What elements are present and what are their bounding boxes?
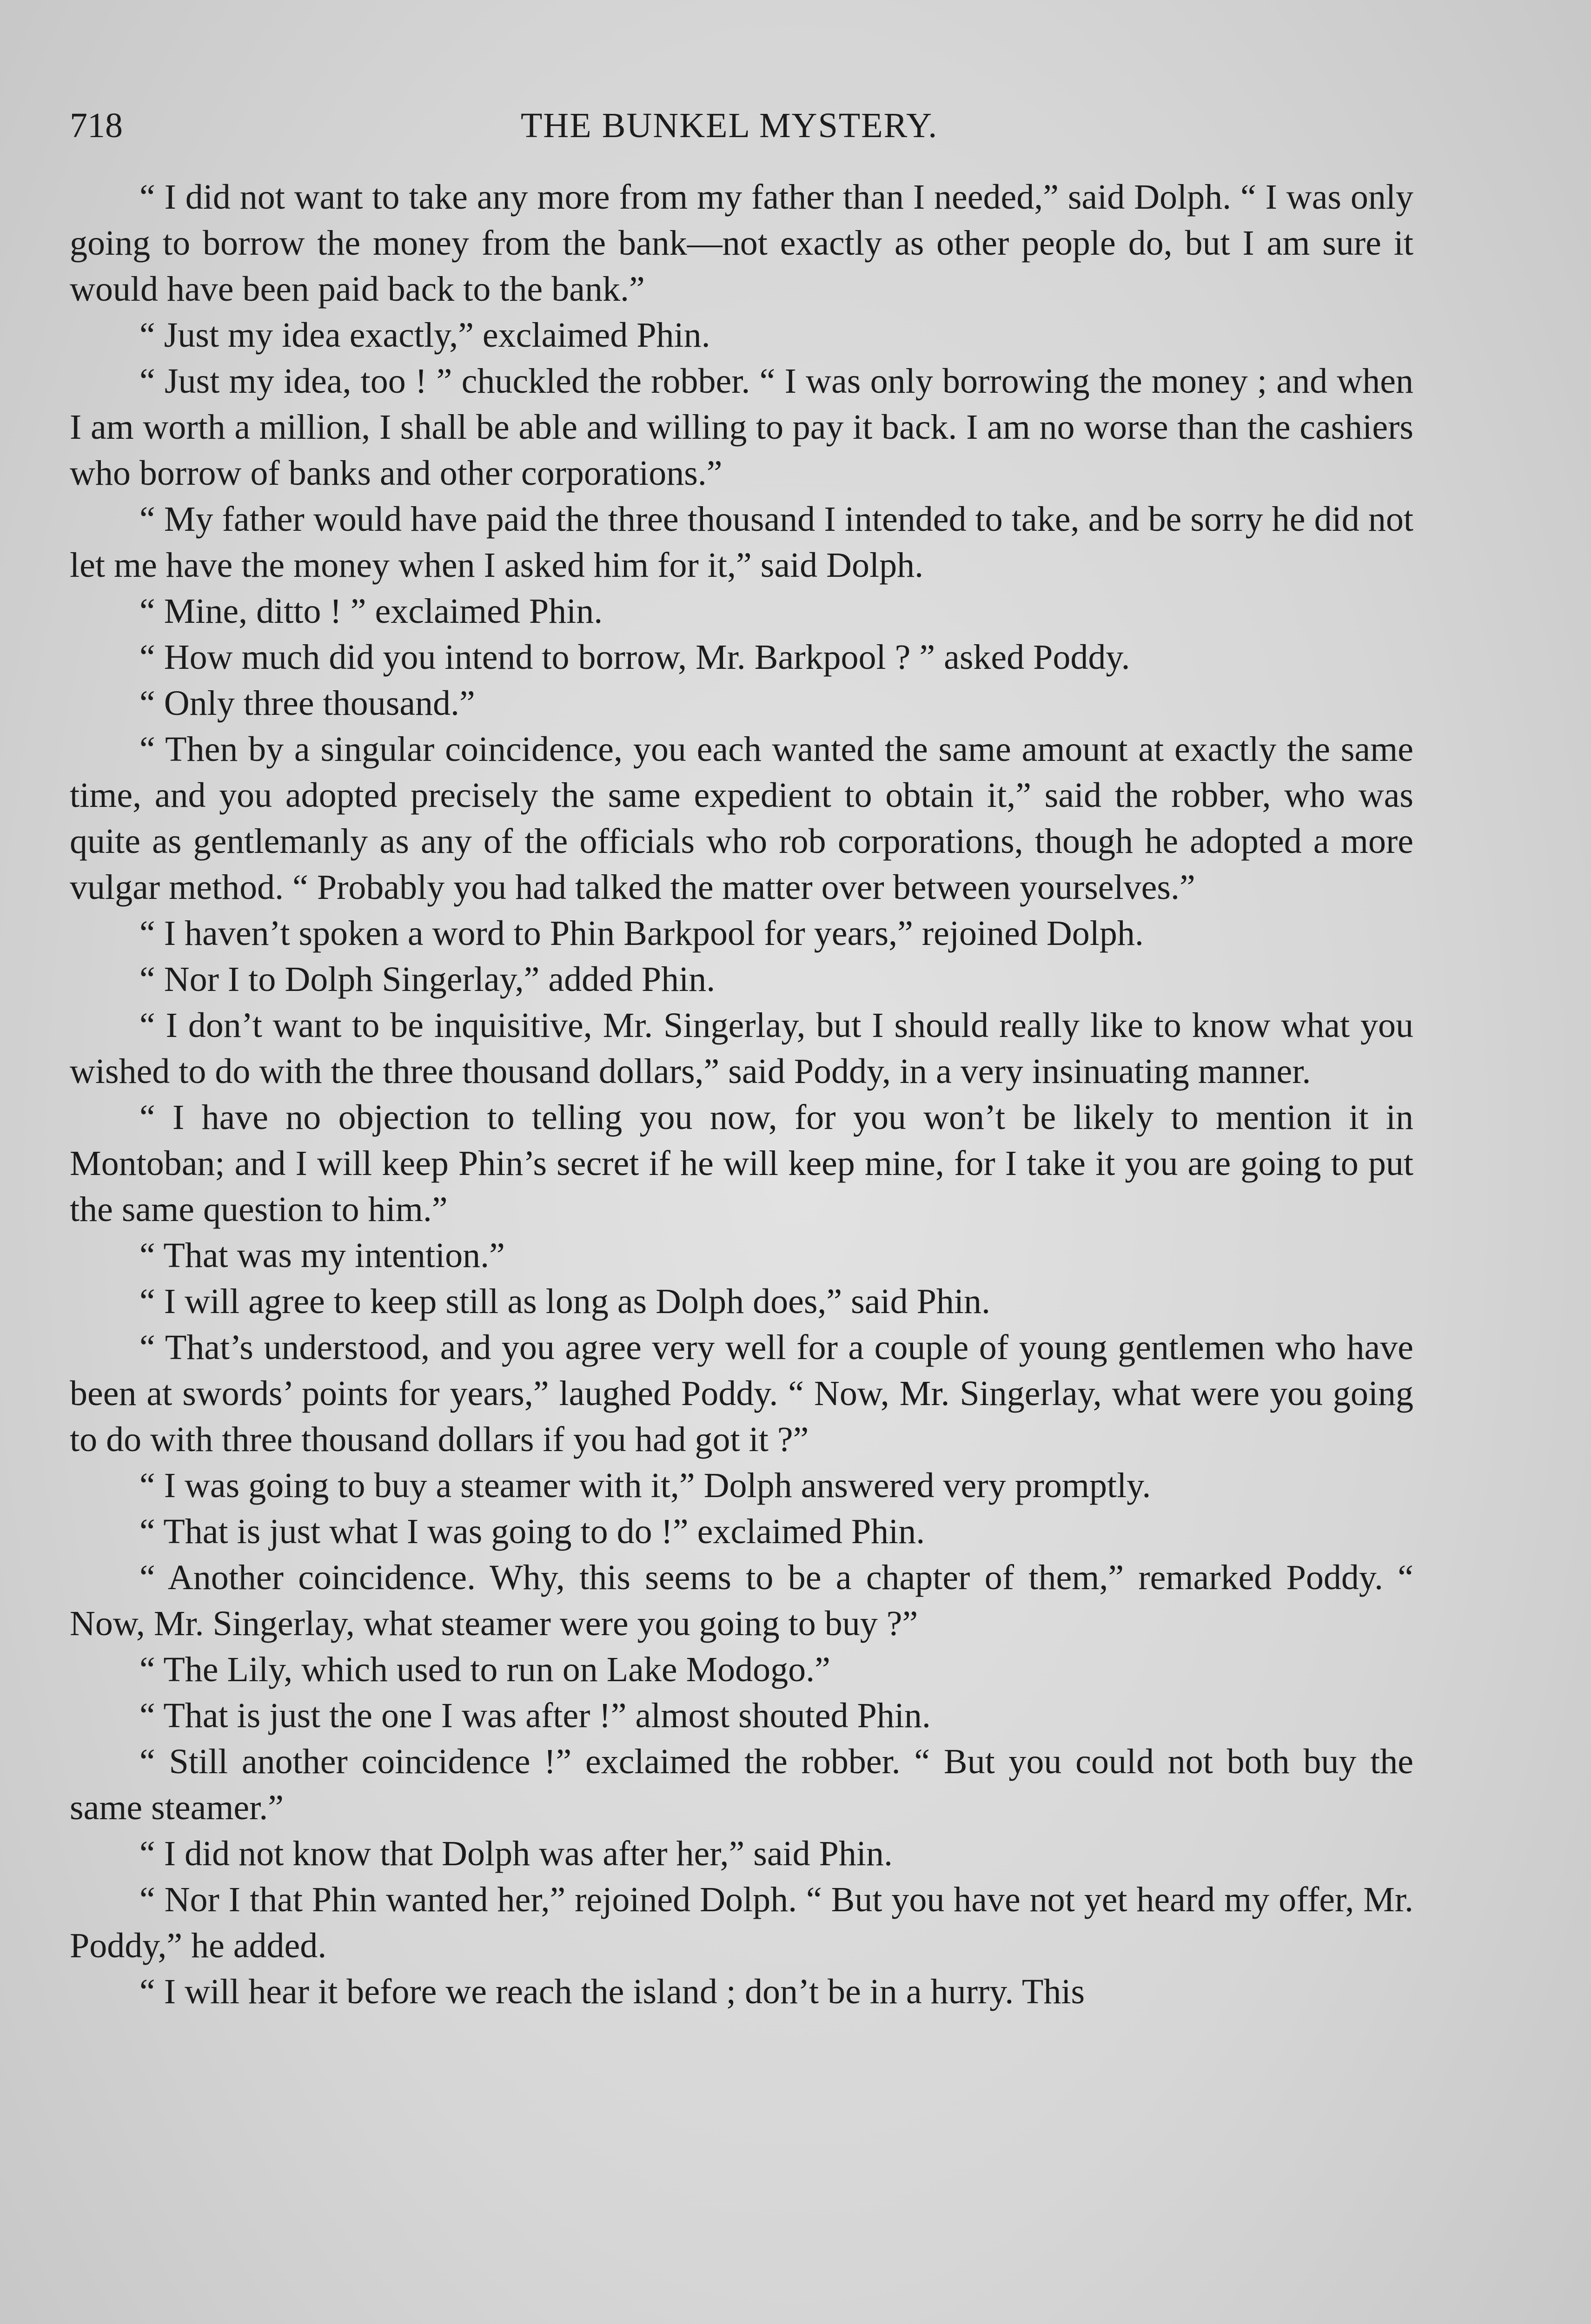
text-body	[70, 174, 1413, 2015]
page-number: 718	[70, 106, 123, 145]
paragraph: “ That is just what I was going to do !” exclaimed Phin.	[139, 1512, 925, 1551]
paragraph: “ That was my intention.”	[139, 1236, 505, 1275]
paragraph: “ That is just the one I was after !” almost shouted Phin.	[139, 1696, 931, 1735]
paragraph: “ I don’t want to be inquisitive, Mr. Singerlay, but I should really like to know what you wished to do with the three thousand dollars,” said Poddy, in a very insinuating manner.	[70, 1006, 1413, 1091]
paragraph: “ I will agree to keep still as long as Dolph does,” said Phin.	[139, 1282, 990, 1321]
paragraph: “ I did not know that Dolph was after her,” said Phin.	[139, 1834, 893, 1873]
paragraph: “ Just my idea exactly,” exclaimed Phin.	[139, 316, 710, 355]
paragraph: “ I did not want to take any more from my father than I needed,” said Dolph. “ I was only going to borrow the money from the bank—not exactly as other people do, but I am sure it would have been paid back to the bank.”	[70, 178, 1413, 309]
paragraph: “ I have no objection to telling you now, for you won’t be likely to mention it in Montoban; and I will keep Phin’s secret if he will keep mine, for I take it you are going to put the same question to him.”	[70, 1098, 1413, 1229]
paragraph: “ Nor I to Dolph Singerlay,” added Phin.	[139, 960, 716, 999]
paragraph: “ Another coincidence. Why, this seems to be a chapter of them,” remarked Poddy. “ Now, Mr. Singerlay, what steamer were you going to buy ?”	[70, 1558, 1413, 1643]
paragraph: “ The Lily, which used to run on Lake Modogo.”	[139, 1650, 830, 1689]
paragraph: “ Just my idea, too ! ” chuckled the robber. “ I was only borrowing the money ; and when I am worth a million, I shall be able and willing to pay it back. I am no worse than the cashiers who borrow of banks and other corporations.”	[70, 362, 1413, 493]
paragraph: “ I was going to buy a steamer with it,” Dolph answered very promptly.	[139, 1466, 1151, 1505]
paragraph: “ That’s understood, and you agree very well for a couple of young gentlemen who have been at swords’ points for years,” laughed Poddy. “ Now, Mr. Singerlay, what were you going to do with three thousand dollars if you had got it ?”	[70, 1328, 1413, 1459]
paragraph: “ How much did you intend to borrow, Mr. Barkpool ? ” asked Poddy.	[139, 638, 1130, 677]
paragraph: “ Mine, ditto ! ” exclaimed Phin.	[139, 592, 603, 631]
running-title: THE BUNKEL MYSTERY.	[521, 106, 938, 145]
page-header	[70, 100, 1418, 151]
paragraph: “ Only three thousand.”	[139, 684, 475, 723]
paragraph: “ My father would have paid the three thousand I intended to take, and be sorry he did not let me have the money when I asked him for it,” said Dolph.	[70, 500, 1413, 585]
paragraph: “ Nor I that Phin wanted her,” rejoined Dolph. “ But you have not yet heard my offer, Mr. Poddy,” he added.	[70, 1880, 1413, 1965]
paragraph: “ I haven’t spoken a word to Phin Barkpool for years,” rejoined Dolph.	[139, 914, 1144, 953]
paragraph: “ I will hear it before we reach the island ; don’t be in a hurry. This	[139, 1972, 1085, 2011]
paragraph: “ Then by a singular coincidence, you each wanted the same amount at exactly the same time, and you adopted precisely the same expedient to obtain it,” said the robber, who was quite as gentlemanly as any of the officials who rob corporations, though he adopted a more vulgar method. “ Probably you had talked the matter over between yourselves.”	[70, 730, 1413, 907]
paragraph: “ Still another coincidence !” exclaimed the robber. “ But you could not both buy the same steamer.”	[70, 1742, 1413, 1827]
